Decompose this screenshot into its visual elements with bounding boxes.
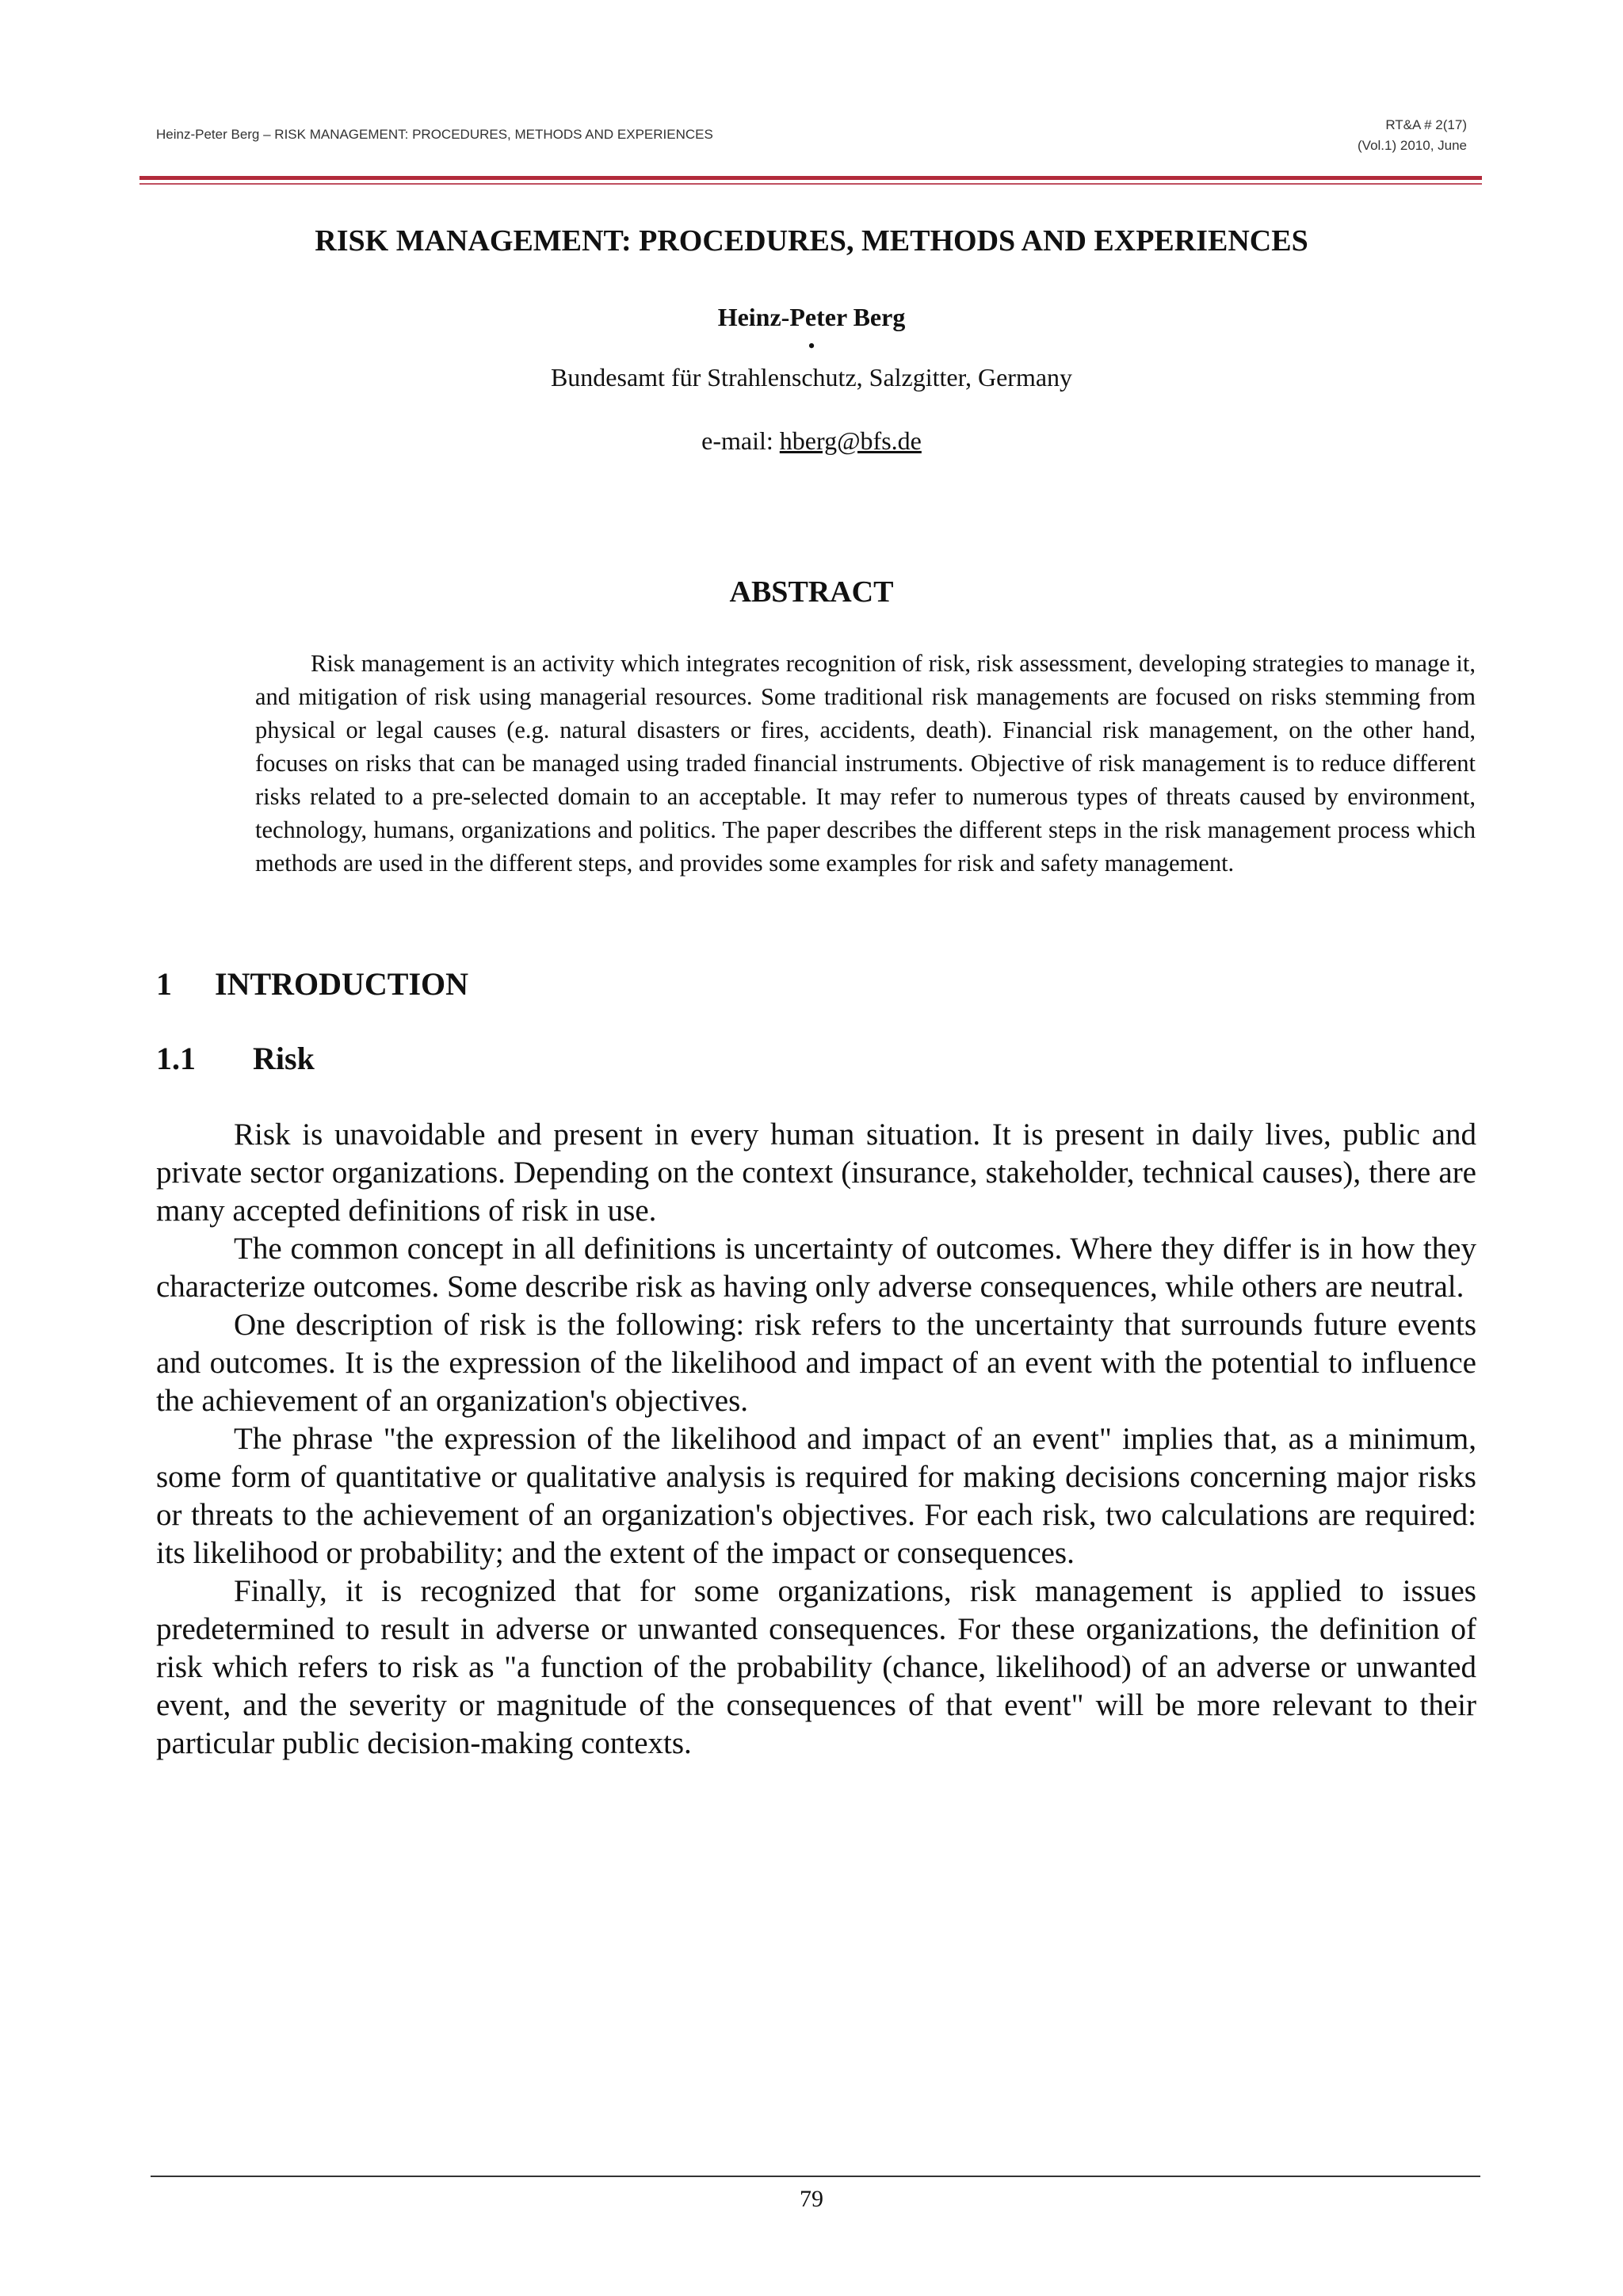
subsection-heading-risk [156, 1040, 315, 1077]
running-header: Heinz-Peter Berg – RISK MANAGEMENT: PROCEDURES, METHODS AND EXPERIENCES [156, 127, 713, 142]
footer-rule [151, 2176, 1480, 2177]
abstract-heading: ABSTRACT [729, 575, 894, 609]
header-rule [139, 176, 1482, 180]
subsection-title: Risk [253, 1041, 315, 1076]
subsection-number: 1.1 [156, 1041, 196, 1076]
header-rule-thin [139, 183, 1482, 185]
body-paragraph: The phrase "the expression of the likelihood and impact of an event" implies that, as a minimum, some form of quantitative or qualitative analysis is required for making decisions concerning major risks or threats to the achievement of an organization's objectives. For each risk, two calculations are required: its likelihood or probability; and the extent of the impact or consequences. [156, 1422, 1476, 1570]
body-paragraph: Finally, it is recognized that for some organizations, risk management is applied to issues predetermined to result in adverse or unwanted consequences. For these organizations, the definition of risk which refers to risk as "a function of the probability (chance, likelihood) of an adverse or unwanted event, and the severity or magnitude of the consequences of that event" will be more relevant to their particular public decision-making contexts. [156, 1574, 1476, 1760]
email-prefix: e-mail: [701, 426, 780, 455]
author-affiliation: Bundesamt für Strahlenschutz, Salzgitter, Germany [550, 363, 1073, 392]
page-number: 79 [800, 2186, 823, 2212]
author-name: Heinz-Peter Berg [717, 303, 906, 331]
body-paragraph: Risk is unavoidable and present in every human situation. It is present in daily lives, public and private sector organizations. Depending on the context (insurance, stakeholder, technical causes), there are many accepted definitions of risk in use. [156, 1117, 1476, 1228]
section-heading-introduction [156, 965, 468, 1003]
body-paragraph: One description of risk is the following: risk refers to the uncertainty that surrounds future events and outcomes. It is the expression of the likelihood and impact of an event with the potential to influence the achievement of an organization's objectives. [156, 1308, 1476, 1418]
body-paragraph: The common concept in all definitions is uncertainty of outcomes. Where they differ is in how they characterize outcomes. Some describe risk as having only adverse consequences, while others are neutral. [156, 1232, 1476, 1304]
journal-issue [1358, 115, 1467, 156]
author-email [0, 426, 1623, 456]
journal-issue-date: (Vol.1) 2010, June [1358, 138, 1467, 153]
body-text [156, 1116, 1476, 1763]
section-title: INTRODUCTION [215, 966, 469, 1002]
paper-title: RISK MANAGEMENT: PROCEDURES, METHODS AND EXPERIENCES [315, 224, 1308, 258]
email-link[interactable]: hberg@bfs.de [779, 426, 922, 455]
section-number: 1 [156, 966, 172, 1002]
abstract-text: Risk management is an activity which integrates recognition of risk, risk assessment, developing strategies to manage it, and mitigation of risk using managerial resources. Some traditional risk managements are focused on risks stemming from physical or legal causes (e.g. natural disasters or fires, accidents, death). Financial risk management, on the other hand, focuses on risks that can be managed using traded financial instruments. Objective of risk management is to reduce different risks related to a pre-selected domain to an acceptable. It may refer to numerous types of threats caused by environment, technology, humans, organizations and politics. The paper describes the different steps in the risk management process which methods are used in the different steps, and provides some examples for risk and safety management. [255, 650, 1476, 877]
journal-issue-number: RT&A # 2(17) [1385, 117, 1467, 132]
bullet-separator: • [808, 334, 815, 357]
